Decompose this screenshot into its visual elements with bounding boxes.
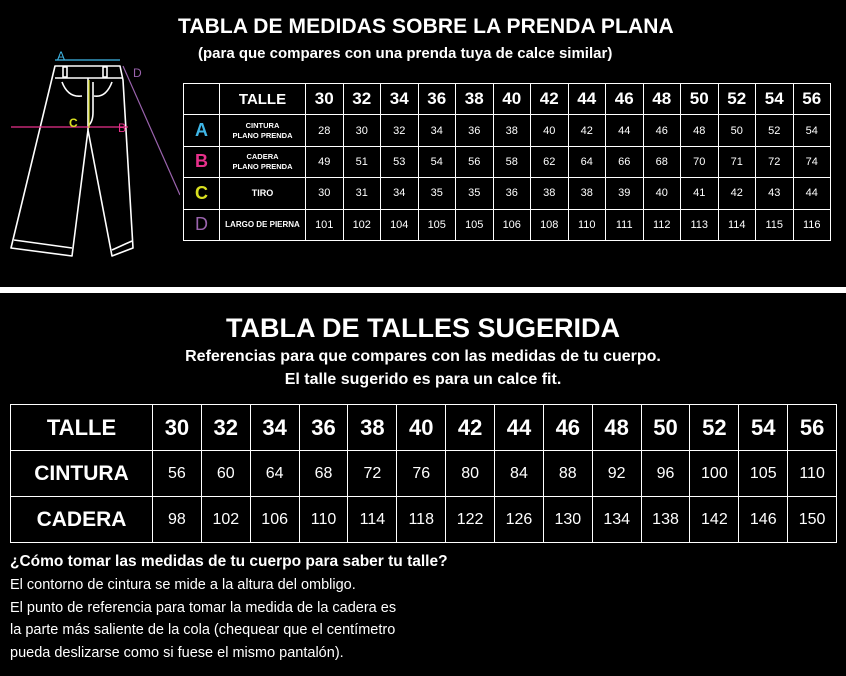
flat-measurements-panel <box>0 0 846 287</box>
table-cell: 116 <box>793 209 831 240</box>
table-row <box>184 209 831 240</box>
table-cell: 104 <box>381 209 419 240</box>
table-cell: 150 <box>788 497 837 543</box>
row-label: LARGO DE PIERNA <box>220 209 306 240</box>
size-header: 56 <box>793 84 831 115</box>
table-cell: 138 <box>641 497 690 543</box>
row-letter: C <box>184 178 220 209</box>
table-cell: 48 <box>681 115 719 146</box>
suggested-sizes-title: TABLA DE TALLES SUGERIDA <box>226 313 620 343</box>
table-cell: 102 <box>343 209 381 240</box>
empty-cell <box>184 84 220 115</box>
table-row <box>184 115 831 146</box>
how-to-measure-title: ¿Cómo tomar las medidas de tu cuerpo para saber tu talle? <box>10 553 448 570</box>
table-cell: 84 <box>495 451 544 497</box>
suggested-sizes-table <box>10 404 837 543</box>
table-cell: 30 <box>306 178 344 209</box>
table-cell: 58 <box>493 146 531 177</box>
size-header: 56 <box>788 405 837 451</box>
table-cell: 106 <box>493 209 531 240</box>
table-cell: 56 <box>456 146 494 177</box>
table-cell: 56 <box>153 451 202 497</box>
size-header: 42 <box>446 405 495 451</box>
row-label-line2: PLANO PRENDA <box>232 161 293 171</box>
size-header: 44 <box>568 84 606 115</box>
table-cell: 38 <box>568 178 606 209</box>
suggested-sizes-subtitle-2: El talle sugerido es para un calce fit. <box>284 371 562 388</box>
table-cell: 134 <box>592 497 641 543</box>
table-cell: 42 <box>718 178 756 209</box>
table-row <box>184 146 831 177</box>
table-cell: 112 <box>643 209 681 240</box>
row-label: TIRO <box>220 178 306 209</box>
table-cell: 126 <box>495 497 544 543</box>
table-cell: 44 <box>793 178 831 209</box>
row-label: CINTURA <box>11 451 153 497</box>
diagram-letter-d: D <box>133 66 142 80</box>
row-label <box>220 115 306 146</box>
table-cell: 105 <box>418 209 456 240</box>
table-cell: 54 <box>793 115 831 146</box>
table-cell: 68 <box>643 146 681 177</box>
size-header: 36 <box>418 84 456 115</box>
diagram-letter-a: A <box>57 49 66 63</box>
table-cell: 41 <box>681 178 719 209</box>
table-cell: 115 <box>756 209 794 240</box>
table-cell: 28 <box>306 115 344 146</box>
size-header: 38 <box>456 84 494 115</box>
size-header: 44 <box>495 405 544 451</box>
table-cell: 40 <box>643 178 681 209</box>
table-cell: 114 <box>718 209 756 240</box>
size-header: 34 <box>250 405 299 451</box>
table-cell: 51 <box>343 146 381 177</box>
table-cell: 32 <box>381 115 419 146</box>
size-header: 36 <box>299 405 348 451</box>
flat-measurements-subtitle: (para que compares con una prenda tuya de calce similar) <box>198 45 613 62</box>
table-cell: 102 <box>201 497 250 543</box>
size-header: 30 <box>306 84 344 115</box>
table-cell: 113 <box>681 209 719 240</box>
table-cell: 60 <box>201 451 250 497</box>
table-cell: 54 <box>418 146 456 177</box>
table-cell: 68 <box>299 451 348 497</box>
table-cell: 39 <box>606 178 644 209</box>
table-cell: 40 <box>531 115 569 146</box>
size-header: 32 <box>201 405 250 451</box>
table-row <box>11 451 837 497</box>
table-cell: 49 <box>306 146 344 177</box>
how-to-measure-line: la parte más saliente de la cola (chequear que el centímetro <box>10 622 396 638</box>
table-cell: 88 <box>543 451 592 497</box>
table-cell: 46 <box>643 115 681 146</box>
size-header: 46 <box>606 84 644 115</box>
table-cell: 62 <box>531 146 569 177</box>
table-cell: 110 <box>568 209 606 240</box>
table-cell: 71 <box>718 146 756 177</box>
size-header: 54 <box>739 405 788 451</box>
table-cell: 36 <box>456 115 494 146</box>
table-cell: 110 <box>299 497 348 543</box>
how-to-measure-line: pueda deslizarse como si fuese el mismo pantalón). <box>10 645 344 661</box>
table-cell: 42 <box>568 115 606 146</box>
table-cell: 35 <box>418 178 456 209</box>
row-letter: D <box>184 209 220 240</box>
table-cell: 44 <box>606 115 644 146</box>
table-cell: 38 <box>531 178 569 209</box>
table-cell: 52 <box>756 115 794 146</box>
talle-header: TALLE <box>220 84 306 115</box>
table-cell: 105 <box>739 451 788 497</box>
table-cell: 38 <box>493 115 531 146</box>
table-cell: 114 <box>348 497 397 543</box>
table-cell: 101 <box>306 209 344 240</box>
table-cell: 146 <box>739 497 788 543</box>
row-letter: A <box>184 115 220 146</box>
table-cell: 31 <box>343 178 381 209</box>
table-header-row <box>184 84 831 115</box>
table-cell: 130 <box>543 497 592 543</box>
table-cell: 96 <box>641 451 690 497</box>
table-cell: 43 <box>756 178 794 209</box>
table-cell: 53 <box>381 146 419 177</box>
table-cell: 142 <box>690 497 739 543</box>
row-label-line1: CADERA <box>246 151 279 161</box>
size-header: 40 <box>397 405 446 451</box>
table-cell: 34 <box>418 115 456 146</box>
row-label: CADERA <box>11 497 153 543</box>
suggested-sizes-subtitle-1: Referencias para que compares con las medidas de tu cuerpo. <box>185 348 661 365</box>
table-cell: 36 <box>493 178 531 209</box>
jeans-diagram <box>0 45 180 275</box>
table-cell: 72 <box>756 146 794 177</box>
size-header: 30 <box>153 405 202 451</box>
size-header: 50 <box>681 84 719 115</box>
table-cell: 74 <box>793 146 831 177</box>
how-to-measure-line: El punto de referencia para tomar la medida de la cadera es <box>10 600 397 616</box>
table-cell: 64 <box>250 451 299 497</box>
row-label-line1: CINTURA <box>245 120 280 130</box>
size-header: 54 <box>756 84 794 115</box>
table-cell: 70 <box>681 146 719 177</box>
table-cell: 34 <box>381 178 419 209</box>
table-cell: 66 <box>606 146 644 177</box>
size-header: 38 <box>348 405 397 451</box>
table-cell: 35 <box>456 178 494 209</box>
table-header-row <box>11 405 837 451</box>
row-label <box>220 146 306 177</box>
table-cell: 105 <box>456 209 494 240</box>
size-header: 52 <box>690 405 739 451</box>
flat-measurements-table <box>183 83 831 241</box>
size-header: 40 <box>493 84 531 115</box>
table-cell: 92 <box>592 451 641 497</box>
row-letter: B <box>184 146 220 177</box>
size-header: 52 <box>718 84 756 115</box>
table-cell: 76 <box>397 451 446 497</box>
table-cell: 50 <box>718 115 756 146</box>
diagram-letter-b: B <box>118 121 127 135</box>
size-header: 50 <box>641 405 690 451</box>
row-label-line2: PLANO PRENDA <box>232 130 293 140</box>
table-row <box>11 497 837 543</box>
table-cell: 108 <box>531 209 569 240</box>
table-cell: 72 <box>348 451 397 497</box>
table-cell: 80 <box>446 451 495 497</box>
size-header: 42 <box>531 84 569 115</box>
table-cell: 111 <box>606 209 644 240</box>
table-cell: 100 <box>690 451 739 497</box>
size-header: 32 <box>343 84 381 115</box>
table-row <box>184 178 831 209</box>
flat-measurements-title: TABLA DE MEDIDAS SOBRE LA PRENDA PLANA <box>178 15 674 38</box>
table-cell: 106 <box>250 497 299 543</box>
talle-header: TALLE <box>11 405 153 451</box>
size-header: 46 <box>543 405 592 451</box>
size-header: 34 <box>381 84 419 115</box>
table-cell: 98 <box>153 497 202 543</box>
size-header: 48 <box>592 405 641 451</box>
size-header: 48 <box>643 84 681 115</box>
table-cell: 30 <box>343 115 381 146</box>
diagram-letter-c: C <box>69 116 78 130</box>
table-cell: 64 <box>568 146 606 177</box>
table-cell: 110 <box>788 451 837 497</box>
table-cell: 122 <box>446 497 495 543</box>
table-cell: 118 <box>397 497 446 543</box>
how-to-measure-line: El contorno de cintura se mide a la altura del ombligo. <box>10 577 356 593</box>
